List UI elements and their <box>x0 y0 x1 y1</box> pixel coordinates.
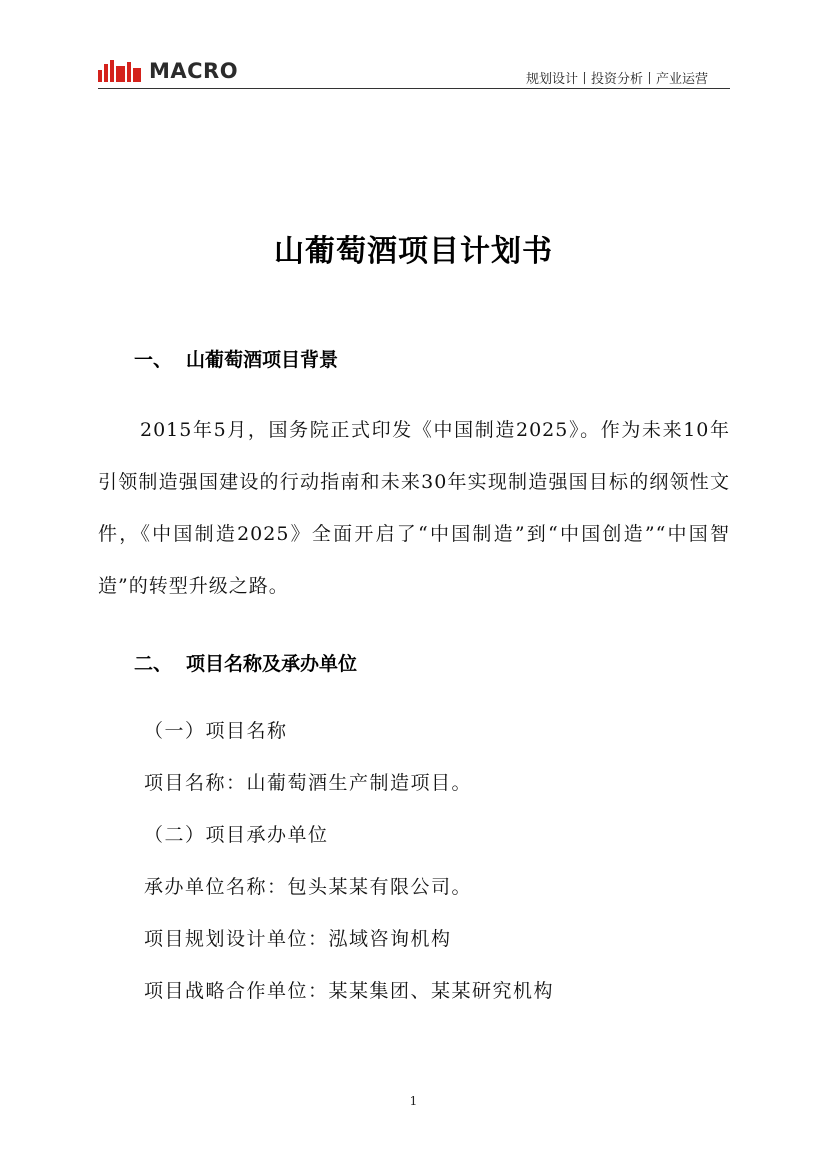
header-tagline: 规划设计丨投资分析丨产业运营 <box>525 72 708 87</box>
document-title: 山葡萄酒项目计划书 <box>274 234 553 269</box>
section-title: 项目名称及承办单位 <box>186 653 358 675</box>
design-unit-line: 项目规划设计单位：泓域咨询机构 <box>144 928 452 950</box>
subsection-heading-organizer: （二）项目承办单位 <box>144 824 329 846</box>
project-name-line: 项目名称：山葡萄酒生产制造项目。 <box>144 772 473 794</box>
section-heading-2 <box>134 649 357 676</box>
section-number: 二、 <box>134 653 173 675</box>
logo-mark-icon <box>98 60 143 82</box>
section-number: 一、 <box>134 349 173 371</box>
section-heading-1 <box>134 345 338 372</box>
subsection-heading-project-name: （一）项目名称 <box>144 720 288 742</box>
page-number: 1 <box>409 1094 418 1108</box>
organizer-name-line: 承办单位名称：包头某某有限公司。 <box>144 876 473 898</box>
section-title: 山葡萄酒项目背景 <box>186 349 339 371</box>
page-header <box>98 58 730 90</box>
section-paragraph: 2015年5月，国务院正式印发《中国制造2025》。作为未来10年引领制造强国建设的行动指南和未来30年实现制造强国目标的纲领性文件，《中国制造2025》全面开启了“中国制造”到“中国创造”“中国智造”的转型升级之路。 <box>98 419 730 597</box>
strategic-partner-line: 项目战略合作单位：某某集团、某某研究机构 <box>144 980 555 1002</box>
logo-text: MACRO <box>149 59 239 83</box>
header-divider <box>98 88 730 89</box>
company-logo <box>98 58 238 84</box>
